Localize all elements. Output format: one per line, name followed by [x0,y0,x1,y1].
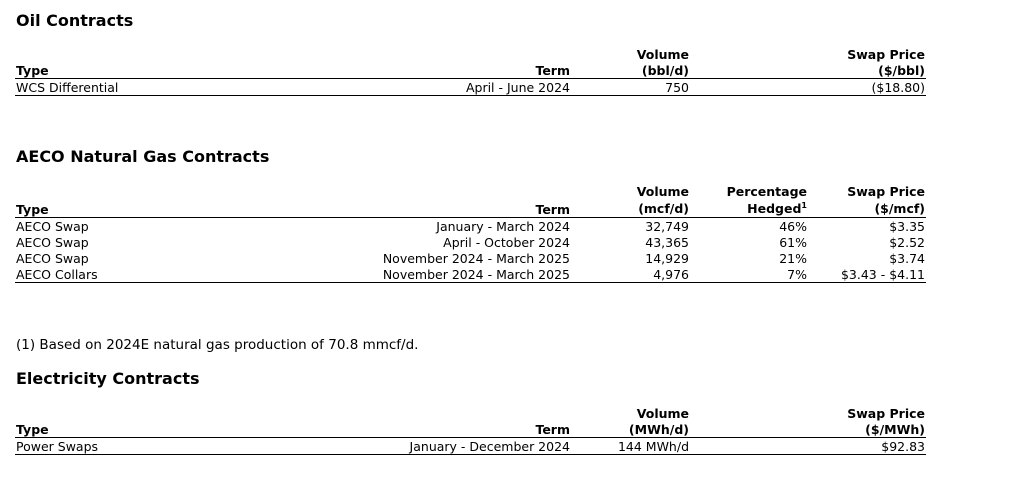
cell-volume: 750 [665,80,689,95]
electricity-header-rule [15,437,926,438]
cell-price: ($18.80) [871,80,925,95]
cell-price: $3.43 - $4.11 [840,267,925,282]
gas-header-volume: Volume [636,184,689,199]
oil-bottom-rule [15,95,926,96]
oil-header-volume-unit: (bbl/d) [641,63,689,78]
cell-volume: 4,976 [653,267,689,282]
gas-header-price-unit: ($/mcf) [874,201,925,216]
cell-type: WCS Differential [16,80,119,95]
gas-header-type: Type [16,202,49,217]
gas-header-volume-unit: (mcf/d) [638,201,689,216]
cell-volume: 32,749 [645,219,689,234]
oil-header-rule [15,78,926,79]
gas-footnote: (1) Based on 2024E natural gas production of 70.8 mmcf/d. [16,337,419,353]
cell-percentage: 7% [787,267,807,282]
cell-type: AECO Swap [16,251,89,266]
electricity-section-title: Electricity Contracts [16,369,200,388]
cell-term: November 2024 - March 2025 [382,267,570,282]
cell-volume: 144 MWh/d [617,439,689,454]
cell-term: November 2024 - March 2025 [382,251,570,266]
cell-term: January - December 2024 [409,439,570,454]
oil-header-term: Term [535,63,570,78]
oil-header-volume: Volume [636,47,689,62]
cell-type: AECO Collars [16,267,98,282]
cell-price: $92.83 [881,439,925,454]
gas-header-rule [15,217,926,218]
cell-volume: 43,365 [645,235,689,250]
cell-percentage: 61% [779,235,807,250]
cell-type: Power Swaps [16,439,99,454]
electricity-bottom-rule [15,454,926,455]
cell-percentage: 21% [779,251,807,266]
cell-price: $3.35 [889,219,925,234]
gas-header-price: Swap Price [847,184,925,199]
gas-header-term: Term [535,202,570,217]
oil-header-type: Type [16,63,49,78]
electricity-header-price: Swap Price [847,406,925,421]
footnote-marker: 1 [801,200,807,210]
cell-term: January - March 2024 [436,219,570,234]
oil-section-title: Oil Contracts [16,11,134,30]
cell-price: $3.74 [889,251,925,266]
cell-type: AECO Swap [16,235,89,250]
electricity-header-type: Type [16,422,49,437]
electricity-header-volume-unit: (MWh/d) [628,422,689,437]
cell-term: April - June 2024 [465,80,570,95]
electricity-header-term: Term [535,422,570,437]
cell-type: AECO Swap [16,219,89,234]
cell-percentage: 46% [779,219,807,234]
oil-header-price-unit: ($/bbl) [878,63,925,78]
gas-section-title: AECO Natural Gas Contracts [16,147,270,166]
cell-volume: 14,929 [645,251,689,266]
hedged-label: Hedged [747,201,802,216]
cell-price: $2.52 [889,235,925,250]
oil-header-price: Swap Price [847,47,925,62]
electricity-header-volume: Volume [636,406,689,421]
cell-term: April - October 2024 [443,235,570,250]
gas-header-percentage: Percentage [726,184,807,199]
gas-bottom-rule [15,282,926,283]
electricity-header-price-unit: ($/MWh) [865,422,925,437]
